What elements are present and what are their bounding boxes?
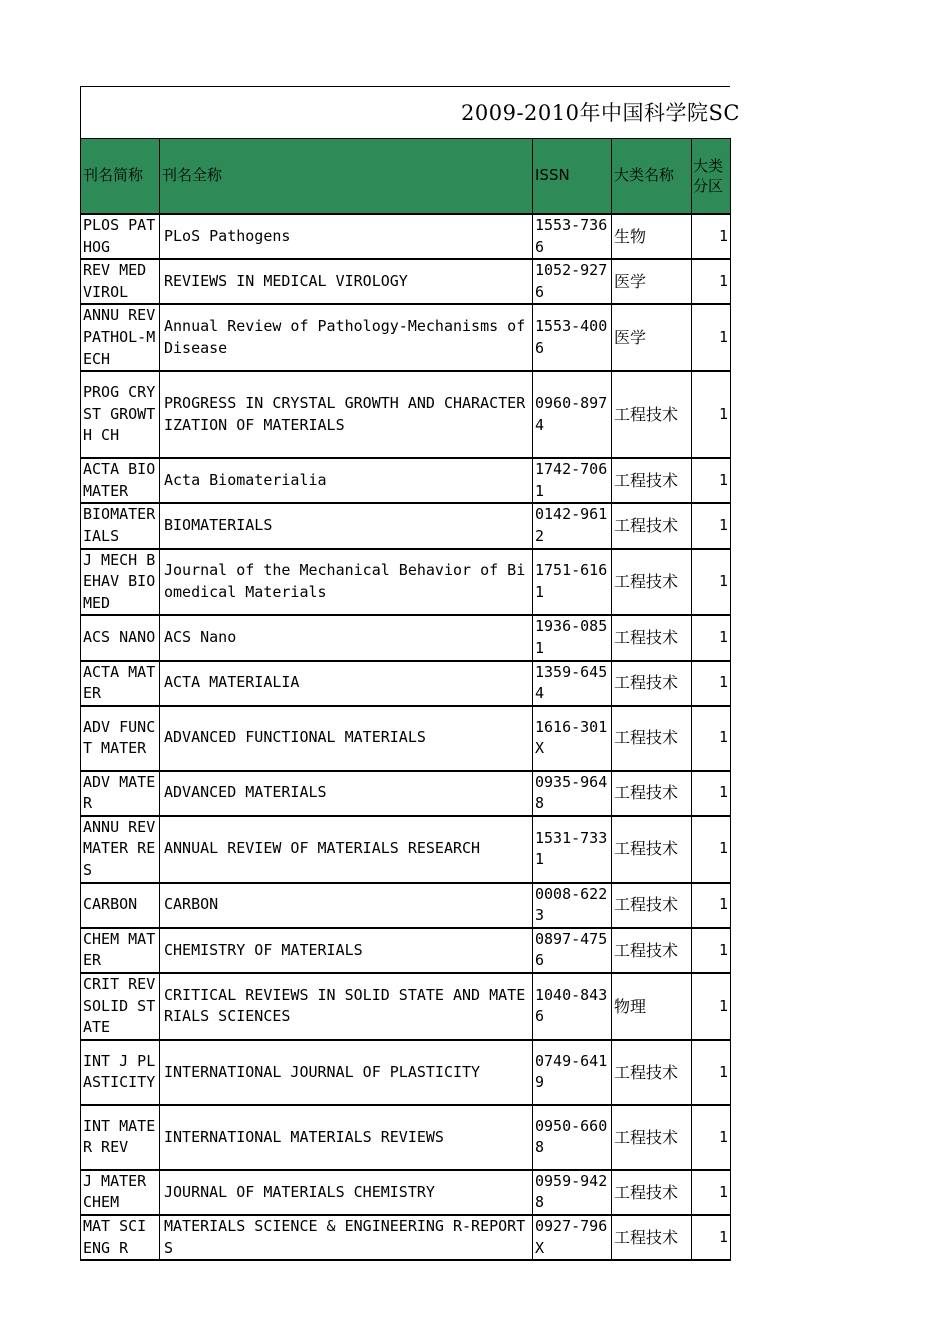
header-category: 大类名称 [612, 139, 692, 215]
cell-full: JOURNAL OF MATERIALS CHEMISTRY [160, 1170, 533, 1215]
cell-zone: 1 [692, 928, 731, 973]
cell-zone: 1 [692, 615, 731, 660]
table-row [81, 458, 731, 503]
cell-issn: 0142-9612 [533, 503, 612, 548]
table-row [81, 706, 731, 771]
cell-category: 工程技术 [612, 1105, 692, 1170]
cell-full: ACTA MATERIALIA [160, 661, 533, 706]
spreadsheet [80, 86, 740, 1261]
table-row [81, 771, 731, 816]
table-row [81, 928, 731, 973]
cell-abbr: J MECH BEHAV BIOMED [81, 549, 160, 616]
cell-zone: 1 [692, 503, 731, 548]
cell-zone: 1 [692, 706, 731, 771]
cell-abbr: J MATER CHEM [81, 1170, 160, 1215]
cell-abbr: CHEM MATER [81, 928, 160, 973]
cell-zone: 1 [692, 1040, 731, 1105]
cell-category: 工程技术 [612, 883, 692, 928]
table-header [81, 139, 731, 215]
cell-category: 工程技术 [612, 458, 692, 503]
table-row [81, 371, 731, 458]
cell-category: 工程技术 [612, 816, 692, 883]
table-row [81, 259, 731, 304]
table-row [81, 615, 731, 660]
cell-issn: 1936-0851 [533, 615, 612, 660]
cell-issn: 1751-6161 [533, 549, 612, 616]
cell-full: Acta Biomaterialia [160, 458, 533, 503]
cell-category: 医学 [612, 259, 692, 304]
cell-zone: 1 [692, 661, 731, 706]
cell-full: ANNUAL REVIEW OF MATERIALS RESEARCH [160, 816, 533, 883]
cell-category: 工程技术 [612, 615, 692, 660]
cell-full: MATERIALS SCIENCE & ENGINEERING R-REPORTS [160, 1215, 533, 1260]
cell-full: REVIEWS IN MEDICAL VIROLOGY [160, 259, 533, 304]
table-row [81, 1215, 731, 1260]
cell-full: ADVANCED FUNCTIONAL MATERIALS [160, 706, 533, 771]
cell-category: 生物 [612, 214, 692, 259]
cell-abbr: ACS NANO [81, 615, 160, 660]
table-row [81, 816, 731, 883]
cell-issn: 1531-7331 [533, 816, 612, 883]
cell-category: 工程技术 [612, 661, 692, 706]
cell-full: PLoS Pathogens [160, 214, 533, 259]
cell-zone: 1 [692, 973, 731, 1040]
header-zone: 大类分区 [692, 139, 731, 215]
cell-category: 工程技术 [612, 706, 692, 771]
cell-full: CRITICAL REVIEWS IN SOLID STATE AND MATERIALS SCIENCES [160, 973, 533, 1040]
cell-abbr: MAT SCI ENG R [81, 1215, 160, 1260]
cell-zone: 1 [692, 259, 731, 304]
cell-abbr: ACTA MATER [81, 661, 160, 706]
cell-issn: 0008-6223 [533, 883, 612, 928]
cell-category: 工程技术 [612, 771, 692, 816]
table-row [81, 1170, 731, 1215]
cell-abbr: ADV MATER [81, 771, 160, 816]
cell-full: ACS Nano [160, 615, 533, 660]
table-row [81, 549, 731, 616]
cell-abbr: INT MATER REV [81, 1105, 160, 1170]
header-full: 刊名全称 [160, 139, 533, 215]
table-row [81, 1105, 731, 1170]
cell-category: 工程技术 [612, 1215, 692, 1260]
cell-zone: 1 [692, 549, 731, 616]
cell-abbr: ANNU REV PATHOL-MECH [81, 304, 160, 371]
cell-zone: 1 [692, 1170, 731, 1215]
cell-zone: 1 [692, 816, 731, 883]
cell-zone: 1 [692, 771, 731, 816]
header-issn: ISSN [533, 139, 612, 215]
cell-category: 工程技术 [612, 928, 692, 973]
cell-issn: 0749-6419 [533, 1040, 612, 1105]
cell-zone: 1 [692, 304, 731, 371]
table-row [81, 214, 731, 259]
cell-abbr: PLOS PATHOG [81, 214, 160, 259]
cell-abbr: CRIT REV SOLID STATE [81, 973, 160, 1040]
cell-full: ADVANCED MATERIALS [160, 771, 533, 816]
table-row [81, 503, 731, 548]
cell-full: Journal of the Mechanical Behavior of Biomedical Materials [160, 549, 533, 616]
cell-abbr: REV MED VIROL [81, 259, 160, 304]
cell-zone: 1 [692, 214, 731, 259]
journal-table [80, 138, 731, 1261]
cell-zone: 1 [692, 371, 731, 458]
cell-full: INTERNATIONAL MATERIALS REVIEWS [160, 1105, 533, 1170]
cell-issn: 0927-796X [533, 1215, 612, 1260]
cell-full: BIOMATERIALS [160, 503, 533, 548]
table-row [81, 883, 731, 928]
cell-full: CARBON [160, 883, 533, 928]
title-row [80, 86, 740, 138]
sheet-title: 2009-2010年中国科学院SC [461, 101, 740, 125]
cell-issn: 0959-9428 [533, 1170, 612, 1215]
header-row [81, 139, 731, 215]
cell-issn: 1052-9276 [533, 259, 612, 304]
table-row [81, 973, 731, 1040]
cell-full: PROGRESS IN CRYSTAL GROWTH AND CHARACTERIZATION OF MATERIALS [160, 371, 533, 458]
cell-zone: 1 [692, 458, 731, 503]
cell-category: 工程技术 [612, 549, 692, 616]
cell-zone: 1 [692, 1105, 731, 1170]
cell-category: 物理 [612, 973, 692, 1040]
cell-category: 工程技术 [612, 371, 692, 458]
cell-abbr: ANNU REV MATER RES [81, 816, 160, 883]
cell-abbr: ADV FUNCT MATER [81, 706, 160, 771]
cell-category: 工程技术 [612, 1170, 692, 1215]
table-row [81, 1040, 731, 1105]
header-abbr: 刊名简称 [81, 139, 160, 215]
cell-abbr: PROG CRYST GROWTH CH [81, 371, 160, 458]
cell-issn: 1553-4006 [533, 304, 612, 371]
cell-issn: 0897-4756 [533, 928, 612, 973]
cell-zone: 1 [692, 1215, 731, 1260]
cell-issn: 1553-7366 [533, 214, 612, 259]
cell-full: Annual Review of Pathology-Mechanisms of Disease [160, 304, 533, 371]
table-body [81, 214, 731, 1260]
cell-issn: 1359-6454 [533, 661, 612, 706]
table-row [81, 304, 731, 371]
cell-issn: 1616-301X [533, 706, 612, 771]
cell-abbr: CARBON [81, 883, 160, 928]
table-row [81, 661, 731, 706]
cell-abbr: INT J PLASTICITY [81, 1040, 160, 1105]
cell-category: 工程技术 [612, 503, 692, 548]
cell-issn: 0935-9648 [533, 771, 612, 816]
cell-abbr: BIOMATERIALS [81, 503, 160, 548]
cell-issn: 1040-8436 [533, 973, 612, 1040]
cell-zone: 1 [692, 883, 731, 928]
cell-issn: 1742-7061 [533, 458, 612, 503]
cell-category: 医学 [612, 304, 692, 371]
cell-category: 工程技术 [612, 1040, 692, 1105]
cell-full: CHEMISTRY OF MATERIALS [160, 928, 533, 973]
cell-abbr: ACTA BIOMATER [81, 458, 160, 503]
cell-issn: 0950-6608 [533, 1105, 612, 1170]
cell-issn: 0960-8974 [533, 371, 612, 458]
cell-full: INTERNATIONAL JOURNAL OF PLASTICITY [160, 1040, 533, 1105]
